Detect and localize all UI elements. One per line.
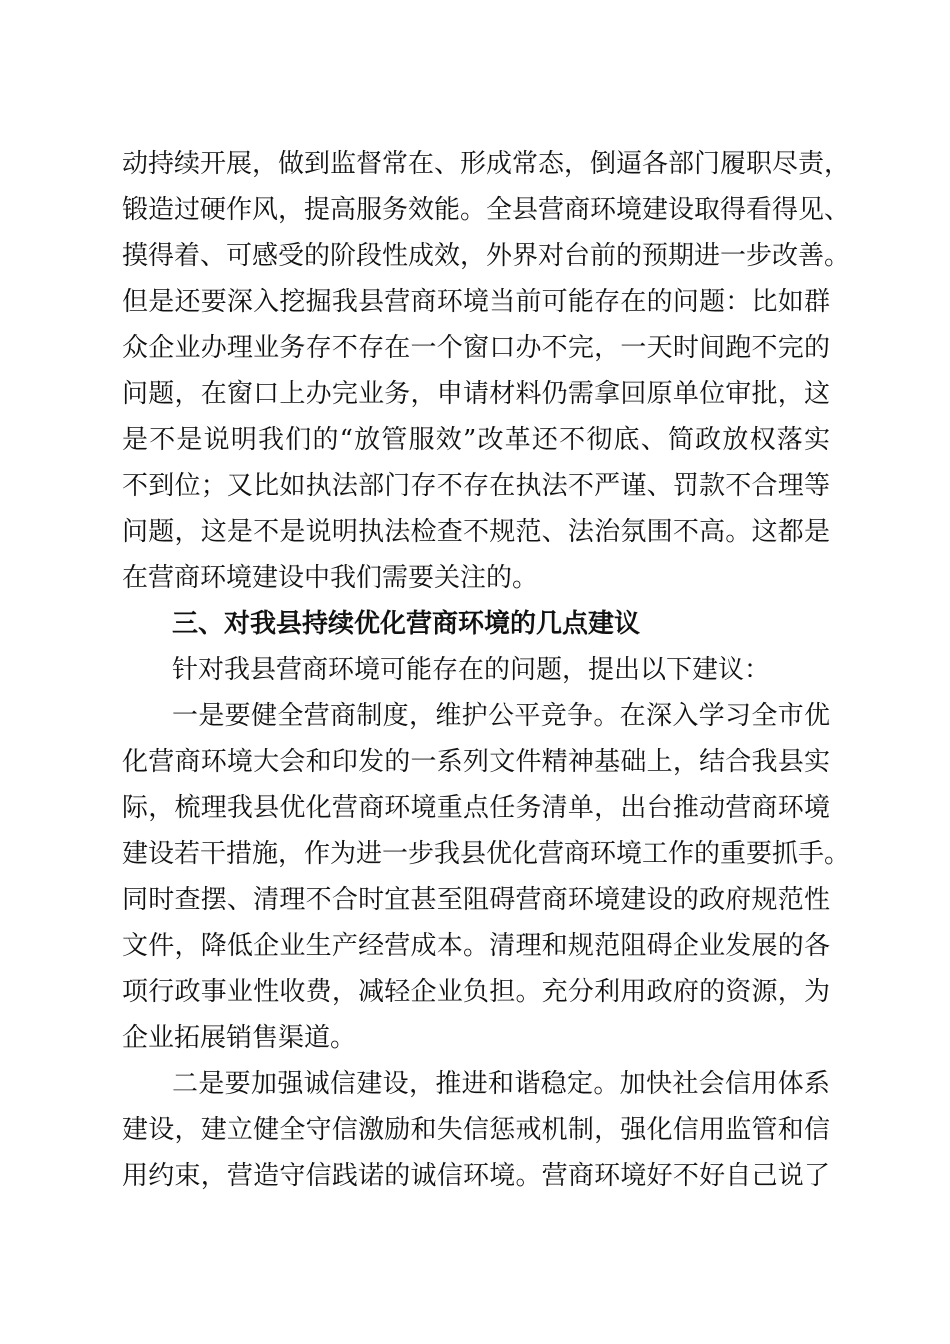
text-line: 项行政事业性收费，减轻企业负担。充分利用政府的资源，为 (122, 977, 830, 1007)
text-line: 动持续开展，做到监督常在、形成常态，倒逼各部门履职尽责， (122, 149, 851, 179)
text-line: 问题，这是不是说明执法检查不规范、法治氛围不高。这都是 (122, 517, 830, 547)
text-line: 二是要加强诚信建设，推进和谐稳定。加快社会信用体系 (172, 1069, 830, 1099)
text-line: 一是要健全营商制度，维护公平竞争。在深入学习全市优 (172, 701, 830, 731)
text-line: 企业拓展销售渠道。 (122, 1023, 357, 1053)
text-line: 摸得着、可感受的阶段性成效，外界对台前的预期进一步改善。 (122, 241, 851, 271)
text-line: 针对我县营商环境可能存在的问题，提出以下建议： (172, 655, 771, 685)
text-line: 建设若干措施，作为进一步我县优化营商环境工作的重要抓手。 (122, 839, 851, 869)
text-line: 同时查摆、清理不合时宜甚至阻碍营商环境建设的政府规范性 (122, 885, 830, 915)
text-line: 众企业办理业务存不存在一个窗口办不完，一天时间跑不完的 (122, 333, 830, 363)
text-line: 化营商环境大会和印发的一系列文件精神基础上，结合我县实 (122, 747, 830, 777)
text-line: 建设，建立健全守信激励和失信惩戒机制，强化信用监管和信 (122, 1115, 830, 1145)
text-line: 用约束，营造守信践诺的诚信环境。营商环境好不好自己说了 (122, 1161, 830, 1191)
text-line: 文件，降低企业生产经营成本。清理和规范阻碍企业发展的各 (122, 931, 830, 961)
text-line: 际，梳理我县优化营商环境重点任务清单，出台推动营商环境 (122, 793, 830, 823)
text-line: 但是还要深入挖掘我县营商环境当前可能存在的问题：比如群 (122, 287, 830, 317)
text-line: 是不是说明我们的“放管服效”改革还不彻底、简政放权落实 (122, 425, 830, 455)
text-line: 在营商环境建设中我们需要关注的。 (122, 563, 539, 593)
text-line: 锻造过硬作风，提高服务效能。全县营商环境建设取得看得见、 (122, 195, 851, 225)
text-line: 问题，在窗口上办完业务，申请材料仍需拿回原单位审批，这 (122, 379, 830, 409)
text-line: 不到位；又比如执法部门存不存在执法不严谨、罚款不合理等 (122, 471, 830, 501)
section-heading: 三、对我县持续优化营商环境的几点建议 (172, 609, 641, 639)
